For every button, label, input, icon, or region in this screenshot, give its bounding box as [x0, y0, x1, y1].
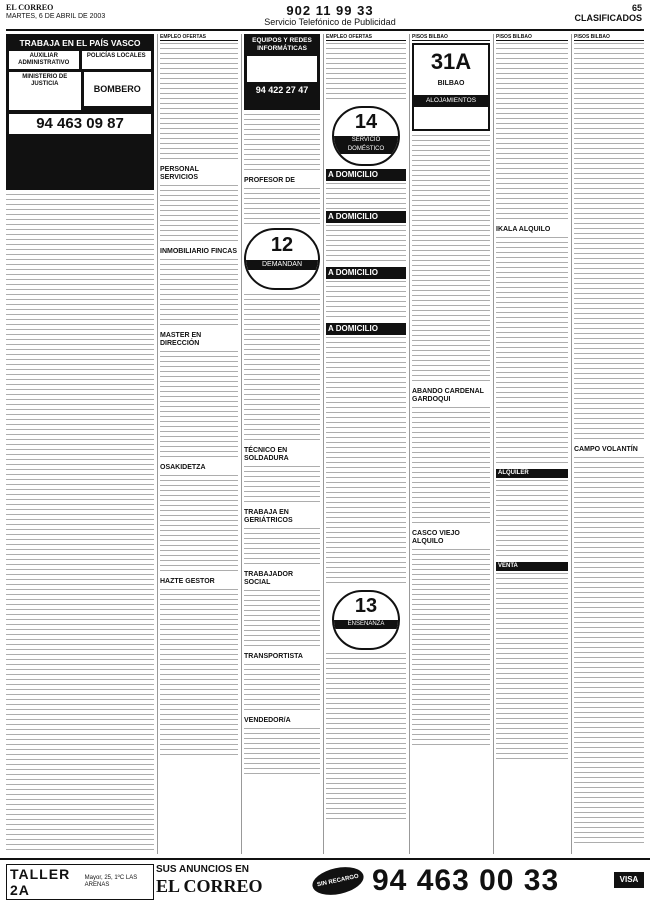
- column-4-listings-f: [326, 653, 406, 823]
- trabajo-box: [6, 34, 154, 190]
- column-3-listings-g: [244, 664, 320, 714]
- empleo-14-badge: [332, 106, 400, 166]
- osakidetza-heading: OSAKIDETZA: [160, 464, 206, 471]
- column-7-listings-b: [574, 457, 644, 847]
- empleo-14-number: 14: [354, 111, 378, 133]
- soldadura-heading: TÉCNICO EN SOLDADURA: [244, 447, 289, 462]
- column-3-listings-e: [244, 528, 320, 568]
- profesor-heading: PROFESOR DE: [244, 177, 295, 184]
- column-3: [244, 34, 320, 854]
- column-3-listings-a: [244, 114, 320, 174]
- issue-date: MARTES, 6 DE ABRIL DE 2003: [6, 13, 106, 20]
- column-2-listings-c: [160, 259, 238, 329]
- column-6-listings-d: [496, 573, 568, 763]
- empleo-12-label: DEMANDAN: [246, 260, 318, 270]
- promo-brand: EL CORREO: [156, 876, 263, 896]
- transportista-heading: TRANSPORTISTA: [244, 653, 303, 660]
- footer-phone: 94 463 00 33: [372, 864, 560, 897]
- informatica-title: EQUIPOS Y REDES INFORMÁTICAS: [252, 37, 312, 52]
- column-3-listings-b: [244, 188, 320, 228]
- empleo-12-badge: [244, 228, 320, 290]
- column-2-listings-b: [160, 185, 238, 245]
- column-4-listings-d: [326, 281, 406, 321]
- aux-admin-label: AUXILIAR ADMINISTRATIVO: [9, 51, 79, 69]
- venta-heading: VENTA: [496, 562, 568, 571]
- trabajo-title: TRABAJA EN EL PAÍS VASCO: [19, 38, 141, 48]
- footer-banner: [0, 858, 650, 903]
- column-4-listings-a: [326, 43, 406, 103]
- promo-line: SUS ANUNCIOS EN: [156, 864, 249, 875]
- column-7: [574, 34, 644, 854]
- domicilio-heading-2: A DOMICILIO: [326, 211, 406, 223]
- column-2-listings-e: [160, 475, 238, 575]
- informatica-body: [247, 56, 317, 82]
- inmobiliaria-box: [412, 43, 490, 131]
- column-3-listings-c: [244, 294, 320, 444]
- column-4-listings-e: [326, 337, 406, 587]
- column-1-listings: [6, 194, 154, 854]
- column-7-listings-a: [574, 43, 644, 443]
- taller-ad: [6, 864, 154, 900]
- header-rule: [6, 29, 644, 31]
- inmobiliario-heading: INMOBILIARIO FINCAS: [160, 248, 237, 255]
- inmobiliaria-number: 31A: [430, 49, 472, 74]
- column-4: [326, 34, 406, 854]
- sin-recargo-text: SIN RECARGO: [316, 873, 360, 889]
- col-divider-3: [323, 34, 324, 854]
- column-5-head: [412, 34, 490, 41]
- master-heading: MASTER EN DIRECCIÓN: [160, 332, 202, 347]
- empleo-13-badge: [332, 590, 400, 650]
- masthead: [6, 4, 105, 21]
- vendedor-heading: VENDEDOR/A: [244, 717, 291, 724]
- empleo-13-number: 13: [354, 595, 378, 617]
- col-divider-1: [157, 34, 158, 854]
- column-2: [160, 34, 238, 854]
- taller-detail: Mayor, 25, 1ºC LAS ARENAS: [84, 875, 138, 888]
- col-divider-2: [241, 34, 242, 854]
- col-divider-6: [571, 34, 572, 854]
- column-2-listings-a: [160, 43, 238, 163]
- hazte-heading: HAZTE GESTOR: [160, 578, 215, 585]
- column-5-title: PISOS BILBAO: [412, 34, 448, 40]
- sin-recargo-badge: [310, 863, 366, 899]
- column-2-title: EMPLEO OFERTAS: [160, 34, 207, 40]
- column-6: [496, 34, 568, 854]
- column-5-listings-a: [412, 135, 490, 385]
- geriatrico-heading: TRABAJA EN GERIÁTRICOS: [244, 509, 293, 524]
- column-5-listings-c: [412, 549, 490, 749]
- column-6-head: [496, 34, 568, 41]
- column-4-head: [326, 34, 406, 41]
- taller-name: TALLER 2A: [10, 866, 71, 898]
- column-6-listings-a: [496, 43, 568, 223]
- casco-heading: CASCO VIEJO ALQUILO: [412, 530, 460, 545]
- column-4-title: EMPLEO OFERTAS: [326, 34, 373, 40]
- alquiler-heading: ALQUILER: [496, 469, 568, 478]
- column-3-listings-d: [244, 466, 320, 506]
- column-4-listings-c: [326, 225, 406, 265]
- column-3-listings-f: [244, 590, 320, 650]
- policias-label: POLICÍAS LOCALES: [82, 51, 152, 69]
- inmobiliaria-city: BILBAO: [437, 80, 465, 87]
- section-name: CLASIFICADOS: [574, 13, 642, 23]
- campo-heading: CAMPO VOLANTÍN: [574, 446, 638, 453]
- page-info: [575, 3, 643, 23]
- informatica-phone: 94 422 27 47: [255, 85, 309, 95]
- bombero-label: BOMBERO: [84, 72, 152, 106]
- column-7-head: [574, 34, 644, 41]
- ad-phone: 902 11 99 33: [286, 3, 374, 18]
- domicilio-heading-3: A DOMICILIO: [326, 267, 406, 279]
- col-divider-5: [493, 34, 494, 854]
- column-6-title: PISOS BILBAO: [496, 34, 532, 40]
- column-6-listings-c: [496, 480, 568, 560]
- ad-service-label: Servicio Telefónico de Publicidad: [264, 17, 396, 27]
- domicilio-heading-4: A DOMICILIO: [326, 323, 406, 335]
- ministerio-label: MINISTERIO DE JUSTICIA: [9, 72, 81, 110]
- empleo-13-label: ENSEÑANZA: [334, 620, 398, 629]
- column-2-head: [160, 34, 238, 41]
- col-divider-4: [409, 34, 410, 854]
- ad-service-banner: [230, 4, 430, 27]
- page-number: 65: [631, 3, 642, 13]
- empleo-14-label: SERVICIO DOMÉSTICO: [334, 136, 398, 154]
- personal-heading: PERSONAL SERVICIOS: [160, 166, 199, 181]
- column-5-listings-b: [412, 407, 490, 527]
- visa-logo: VISA: [614, 872, 644, 888]
- paper-name: EL CORREO: [6, 3, 54, 12]
- column-2-listings-d: [160, 351, 238, 461]
- informatica-box: [244, 34, 320, 110]
- trabajo-phone: 94 463 09 87: [9, 114, 151, 134]
- inmobiliaria-label: ALOJAMIENTOS: [414, 95, 488, 107]
- domicilio-heading-1: A DOMICILIO: [326, 169, 406, 181]
- column-6-listings-b: [496, 237, 568, 467]
- column-7-title: PISOS BILBAO: [574, 34, 610, 40]
- column-1: [6, 34, 154, 854]
- elcorreo-promo: [156, 864, 306, 898]
- column-2-listings-f: [160, 589, 238, 759]
- empleo-12-number: 12: [270, 234, 294, 256]
- column-3-listings-h: [244, 728, 320, 778]
- column-4-listings-b: [326, 183, 406, 209]
- column-5: [412, 34, 490, 854]
- trabajador-social-heading: TRABAJADOR SOCIAL: [244, 571, 293, 586]
- ikala-heading: IKALA ALQUILO: [496, 226, 551, 233]
- cardenal-heading: ABANDO CARDENAL GARDOQUI: [412, 388, 484, 403]
